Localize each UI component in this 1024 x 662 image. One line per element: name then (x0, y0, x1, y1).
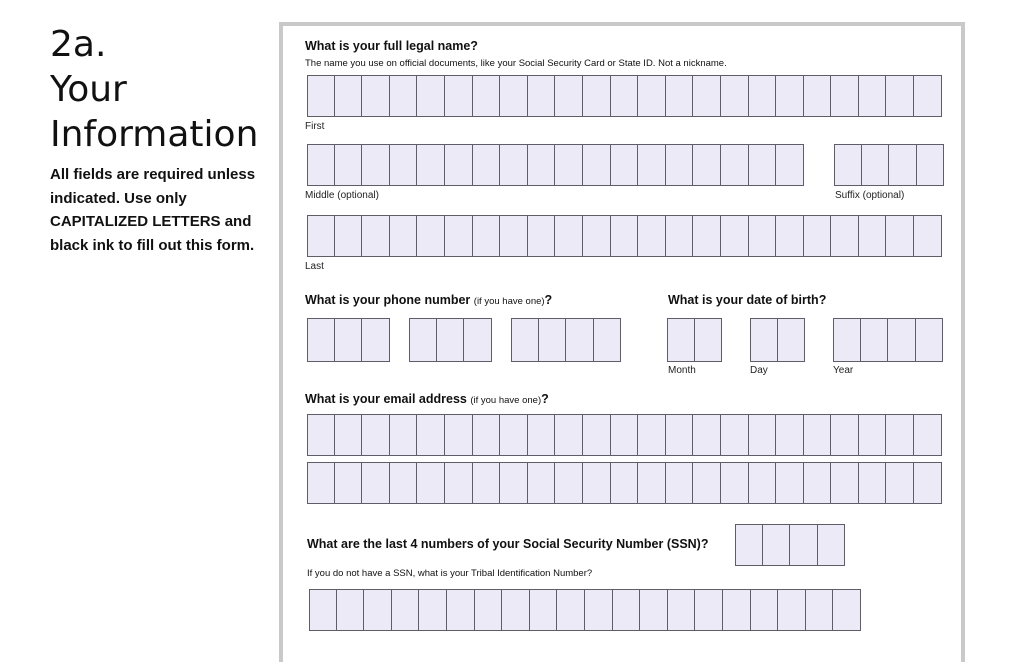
letter-box[interactable] (307, 144, 335, 186)
letter-box[interactable] (500, 75, 528, 117)
letter-box[interactable] (818, 524, 846, 566)
letter-box[interactable] (362, 144, 390, 186)
letter-box[interactable] (749, 462, 777, 504)
letter-box[interactable] (583, 144, 611, 186)
section-title-line2: Information (50, 114, 259, 155)
letter-box[interactable] (763, 524, 791, 566)
letter-box[interactable] (831, 215, 859, 257)
letter-box[interactable] (914, 462, 942, 504)
letter-box[interactable] (613, 589, 641, 631)
section-title-line1: Your (50, 69, 127, 110)
phone-question-text: What is your phone number (305, 293, 471, 307)
letter-box[interactable] (914, 215, 942, 257)
letter-box[interactable] (445, 144, 473, 186)
letter-box[interactable] (390, 462, 418, 504)
letter-box[interactable] (886, 462, 914, 504)
letter-box[interactable] (914, 414, 942, 456)
dob-year-label: Year (833, 365, 854, 376)
letter-box[interactable] (419, 589, 447, 631)
letter-box[interactable] (831, 462, 859, 504)
letter-box[interactable] (776, 462, 804, 504)
letter-box[interactable] (502, 589, 530, 631)
ssn-last4-boxes[interactable] (735, 524, 845, 566)
email-boxes-row-1[interactable] (307, 414, 942, 456)
letter-box[interactable] (557, 589, 585, 631)
letter-box[interactable] (500, 215, 528, 257)
letter-box[interactable] (555, 462, 583, 504)
letter-box[interactable] (778, 318, 806, 362)
letter-box[interactable] (500, 462, 528, 504)
letter-box[interactable] (335, 414, 363, 456)
letter-box[interactable] (583, 215, 611, 257)
phone-question (305, 293, 552, 307)
phone-question-mark: ? (544, 293, 553, 307)
letter-box[interactable] (833, 318, 861, 362)
letter-box[interactable] (640, 589, 668, 631)
letter-box[interactable] (309, 589, 337, 631)
letter-box[interactable] (916, 318, 944, 362)
letter-box[interactable] (530, 589, 558, 631)
letter-box[interactable] (337, 589, 365, 631)
letter-box[interactable] (638, 462, 666, 504)
email-question (305, 392, 549, 406)
letter-box[interactable] (723, 589, 751, 631)
letter-box[interactable] (528, 414, 556, 456)
letter-box[interactable] (447, 589, 475, 631)
letter-box[interactable] (528, 462, 556, 504)
dob-month-boxes[interactable] (667, 318, 722, 362)
ssn-question: What are the last 4 numbers of your Social Security Number (SSN)? (307, 537, 709, 551)
letter-box[interactable] (417, 414, 445, 456)
letter-box[interactable] (638, 414, 666, 456)
letter-box[interactable] (583, 462, 611, 504)
letter-box[interactable] (445, 414, 473, 456)
letter-box[interactable] (914, 75, 942, 117)
letter-box[interactable] (667, 318, 695, 362)
letter-box[interactable] (790, 524, 818, 566)
email-question-text: What is your email address (305, 392, 467, 406)
letter-box[interactable] (749, 414, 777, 456)
suffix-label: Suffix (optional) (835, 190, 905, 201)
letter-box[interactable] (390, 144, 418, 186)
letter-box[interactable] (335, 75, 363, 117)
letter-box[interactable] (889, 144, 917, 186)
letter-box[interactable] (804, 215, 832, 257)
letter-box[interactable] (804, 414, 832, 456)
letter-box[interactable] (749, 75, 777, 117)
letter-box[interactable] (886, 414, 914, 456)
letter-box[interactable] (585, 589, 613, 631)
phone-line-number-boxes[interactable] (511, 318, 621, 362)
letter-box[interactable] (721, 462, 749, 504)
letter-box[interactable] (500, 414, 528, 456)
letter-box[interactable] (776, 144, 804, 186)
letter-box[interactable] (611, 215, 639, 257)
letter-box[interactable] (721, 144, 749, 186)
letter-box[interactable] (364, 589, 392, 631)
letter-box[interactable] (776, 215, 804, 257)
letter-box[interactable] (886, 215, 914, 257)
letter-box[interactable] (335, 462, 363, 504)
letter-box[interactable] (417, 462, 445, 504)
letter-box[interactable] (611, 75, 639, 117)
letter-box[interactable] (445, 75, 473, 117)
letter-box[interactable] (804, 462, 832, 504)
letter-box[interactable] (666, 414, 694, 456)
letter-box[interactable] (362, 414, 390, 456)
email-question-mark: ? (541, 392, 549, 406)
letter-box[interactable] (539, 318, 567, 362)
letter-box[interactable] (417, 215, 445, 257)
letter-box[interactable] (335, 144, 363, 186)
letter-box[interactable] (611, 414, 639, 456)
letter-box[interactable] (859, 75, 887, 117)
section-instructions: All fields are required unless indicated. Use only CAPITALIZED LETTERS and black ink to fill out this form. (50, 166, 256, 254)
phone-prefix-boxes[interactable] (409, 318, 492, 362)
letter-box[interactable] (611, 144, 639, 186)
letter-box[interactable] (392, 589, 420, 631)
letter-box[interactable] (390, 215, 418, 257)
first-name-label: First (305, 121, 325, 132)
letter-box[interactable] (511, 318, 539, 362)
middle-name-boxes[interactable] (307, 144, 804, 186)
phone-question-note: (if you have one) (473, 296, 545, 307)
letter-box[interactable] (666, 462, 694, 504)
name-help-text: The name you use on official documents, like your Social Security Card or State ID. Not a nickname. (305, 58, 727, 69)
letter-box[interactable] (695, 318, 723, 362)
letter-box[interactable] (473, 144, 501, 186)
letter-box[interactable] (555, 75, 583, 117)
letter-box[interactable] (390, 414, 418, 456)
letter-box[interactable] (749, 215, 777, 257)
letter-box[interactable] (721, 215, 749, 257)
letter-box[interactable] (473, 75, 501, 117)
letter-box[interactable] (751, 589, 779, 631)
letter-box[interactable] (500, 144, 528, 186)
letter-box[interactable] (888, 318, 916, 362)
section-heading (50, 22, 270, 257)
letter-box[interactable] (833, 589, 861, 631)
letter-box[interactable] (638, 215, 666, 257)
tribal-id-boxes[interactable] (309, 589, 861, 631)
letter-box[interactable] (528, 75, 556, 117)
last-name-boxes[interactable] (307, 215, 942, 257)
letter-box[interactable] (666, 215, 694, 257)
dob-day-label: Day (750, 365, 768, 376)
letter-box[interactable] (859, 414, 887, 456)
letter-box[interactable] (776, 414, 804, 456)
letter-box[interactable] (594, 318, 622, 362)
email-boxes-row-2[interactable] (307, 462, 942, 504)
letter-box[interactable] (695, 589, 723, 631)
dob-month-label: Month (668, 365, 696, 376)
letter-box[interactable] (362, 318, 390, 362)
suffix-boxes[interactable] (834, 144, 944, 186)
letter-box[interactable] (638, 75, 666, 117)
letter-box[interactable] (528, 144, 556, 186)
form-panel (279, 22, 965, 662)
letter-box[interactable] (721, 414, 749, 456)
letter-box[interactable] (307, 318, 335, 362)
letter-box[interactable] (390, 75, 418, 117)
letter-box[interactable] (307, 215, 335, 257)
letter-box[interactable] (806, 589, 834, 631)
letter-box[interactable] (611, 462, 639, 504)
letter-box[interactable] (473, 215, 501, 257)
letter-box[interactable] (445, 215, 473, 257)
letter-box[interactable] (566, 318, 594, 362)
letter-box[interactable] (307, 462, 335, 504)
letter-box[interactable] (555, 144, 583, 186)
letter-box[interactable] (362, 215, 390, 257)
letter-box[interactable] (735, 524, 763, 566)
section-number: 2a. (50, 24, 107, 65)
letter-box[interactable] (859, 215, 887, 257)
middle-name-label: Middle (optional) (305, 190, 379, 201)
letter-box[interactable] (475, 589, 503, 631)
letter-box[interactable] (668, 589, 696, 631)
first-name-boxes[interactable] (307, 75, 942, 117)
tribal-id-help-text: If you do not have a SSN, what is your Tribal Identification Number? (307, 568, 593, 579)
letter-box[interactable] (750, 318, 778, 362)
letter-box[interactable] (307, 75, 335, 117)
letter-box[interactable] (693, 462, 721, 504)
letter-box[interactable] (693, 75, 721, 117)
letter-box[interactable] (834, 144, 862, 186)
letter-box[interactable] (749, 144, 777, 186)
letter-box[interactable] (917, 144, 945, 186)
letter-box[interactable] (473, 462, 501, 504)
dob-day-boxes[interactable] (750, 318, 805, 362)
letter-box[interactable] (693, 215, 721, 257)
letter-box[interactable] (862, 144, 890, 186)
letter-box[interactable] (831, 75, 859, 117)
letter-box[interactable] (831, 414, 859, 456)
letter-box[interactable] (804, 75, 832, 117)
letter-box[interactable] (886, 75, 914, 117)
letter-box[interactable] (555, 215, 583, 257)
letter-box[interactable] (859, 462, 887, 504)
email-question-note: (if you have one) (470, 395, 542, 406)
letter-box[interactable] (307, 414, 335, 456)
last-name-label: Last (305, 261, 324, 272)
letter-box[interactable] (417, 75, 445, 117)
letter-box[interactable] (776, 75, 804, 117)
letter-box[interactable] (362, 75, 390, 117)
phone-area-code-boxes[interactable] (307, 318, 390, 362)
letter-box[interactable] (721, 75, 749, 117)
letter-box[interactable] (666, 75, 694, 117)
letter-box[interactable] (409, 318, 437, 362)
letter-box[interactable] (778, 589, 806, 631)
letter-box[interactable] (861, 318, 889, 362)
letter-box[interactable] (437, 318, 465, 362)
letter-box[interactable] (693, 144, 721, 186)
letter-box[interactable] (693, 414, 721, 456)
letter-box[interactable] (473, 414, 501, 456)
letter-box[interactable] (445, 462, 473, 504)
letter-box[interactable] (362, 462, 390, 504)
dob-year-boxes[interactable] (833, 318, 943, 362)
letter-box[interactable] (335, 215, 363, 257)
dob-question: What is your date of birth? (668, 293, 827, 307)
letter-box[interactable] (464, 318, 492, 362)
letter-box[interactable] (583, 75, 611, 117)
letter-box[interactable] (555, 414, 583, 456)
name-question: What is your full legal name? (305, 39, 478, 53)
letter-box[interactable] (335, 318, 363, 362)
letter-box[interactable] (528, 215, 556, 257)
letter-box[interactable] (666, 144, 694, 186)
letter-box[interactable] (417, 144, 445, 186)
letter-box[interactable] (583, 414, 611, 456)
letter-box[interactable] (638, 144, 666, 186)
